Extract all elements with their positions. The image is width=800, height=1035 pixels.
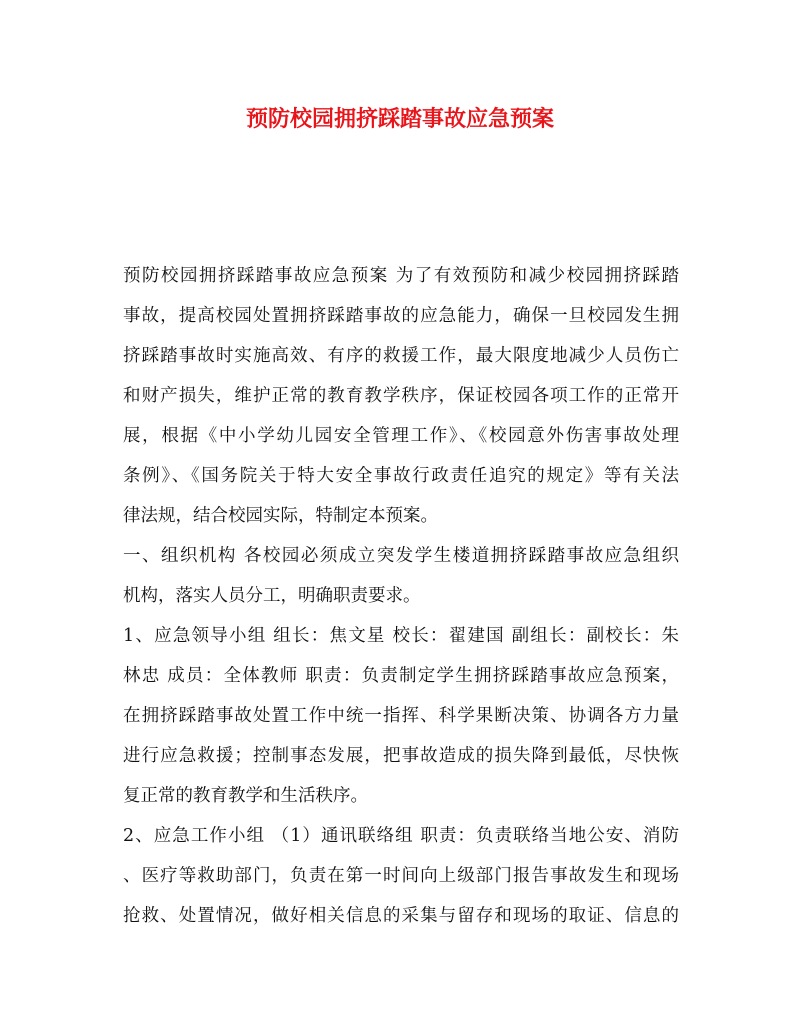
body-line: 2、应急工作小组 （1）通讯联络组 职责：负责联络当地公安、消防 <box>123 826 679 846</box>
body-line: 事故，提高校园处置拥挤踩踏事故的应急能力，确保一旦校园发生拥 <box>123 306 679 326</box>
body-line: 1、应急领导小组 组长：焦文星 校长：翟建国 副组长：副校长：朱 <box>123 626 679 646</box>
body-line: 抢救、处置情况，做好相关信息的采集与留存和现场的取证、信息的 <box>123 906 679 926</box>
body-line: 展，根据《中小学幼儿园安全管理工作》、《校园意外伤害事故处理 <box>123 426 679 446</box>
body-line: 条例》、《国务院关于特大安全事故行政责任追究的规定》等有关法 <box>123 466 679 486</box>
document-title: 预防校园拥挤踩踏事故应急预案 <box>245 106 554 132</box>
body-line: 在拥挤踩踏事故处置工作中统一指挥、科学果断决策、协调各方力量 <box>123 706 679 726</box>
body-line: 进行应急救援；控制事态发展，把事故造成的损失降到最低，尽快恢 <box>123 746 679 766</box>
document-body <box>123 256 679 936</box>
body-line: 和财产损失，维护正常的教育教学秩序，保证校园各项工作的正常开 <box>123 386 679 406</box>
body-line: 机构，落实人员分工，明确职责要求。 <box>123 586 421 606</box>
body-line: 、医疗等救助部门，负责在第一时间向上级部门报告事故发生和现场 <box>123 866 679 886</box>
body-line: 一、组织机构 各校园必须成立突发学生楼道拥挤踩踏事故应急组织 <box>123 546 679 566</box>
body-line: 律法规，结合校园实际，特制定本预案。 <box>123 506 438 526</box>
body-line: 挤踩踏事故时实施高效、有序的救援工作，最大限度地减少人员伤亡 <box>123 346 679 366</box>
body-line: 预防校园拥挤踩踏事故应急预案 为了有效预防和减少校园拥挤踩踏 <box>123 266 679 286</box>
body-line: 复正常的教育教学和生活秩序。 <box>123 786 368 806</box>
body-line: 林忠 成员：全体教师 职责：负责制定学生拥挤踩踏事故应急预案， <box>123 666 679 686</box>
